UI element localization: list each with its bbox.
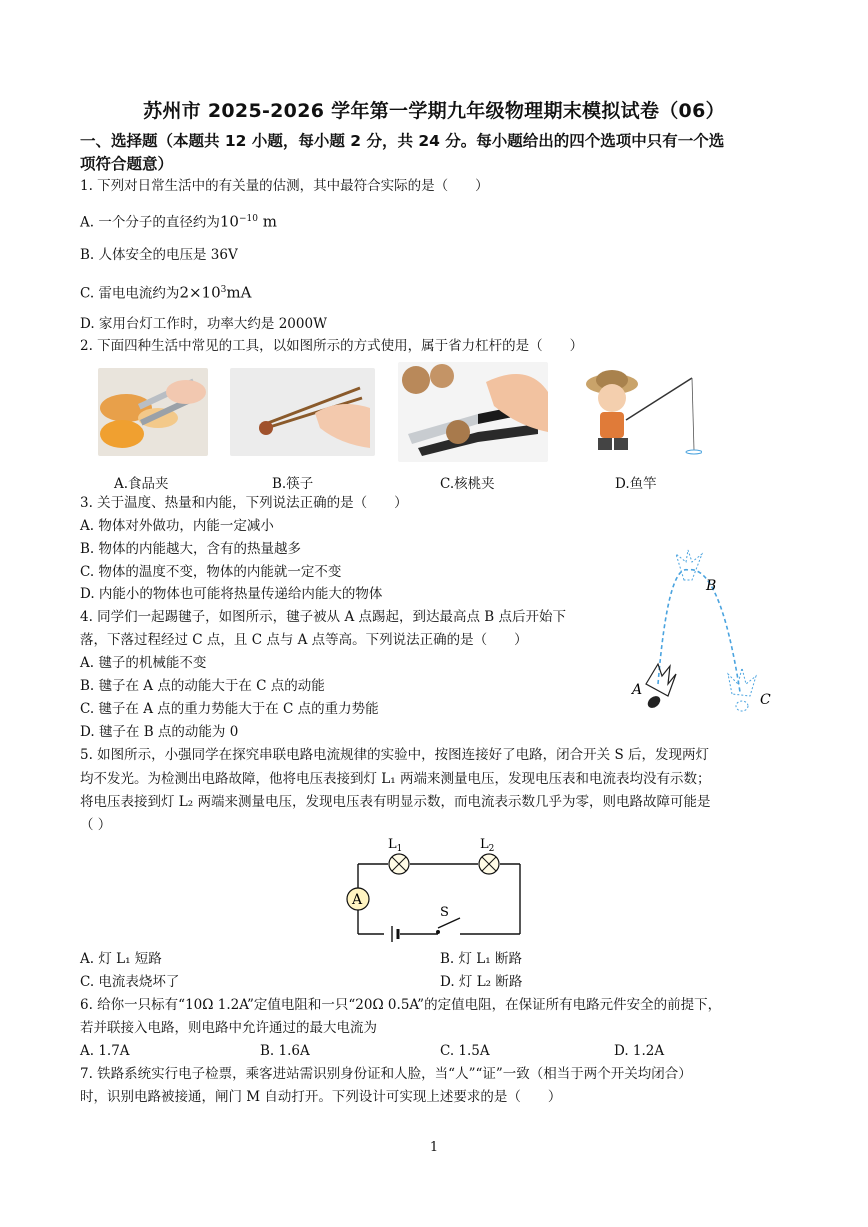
- circuit-diagram: [340, 832, 530, 944]
- q1-option-c: [80, 281, 251, 303]
- q2-caption-b: B.筷子: [272, 476, 314, 492]
- q2-caption-c: C.核桃夹: [440, 476, 495, 492]
- shuttlecock-c: [728, 668, 756, 711]
- q4-option-b: B. 毽子在 A 点的动能大于在 C 点的动能: [80, 678, 325, 694]
- q3-stem: 3. 关于温度、热量和内能，下列说法正确的是（ ）: [80, 495, 408, 511]
- q6-option-b: B. 1.6A: [260, 1043, 310, 1059]
- q2-caption-a: A.食品夹: [114, 476, 169, 492]
- q1-option-a: [80, 210, 277, 232]
- q3-option-d: D. 内能小的物体也可能将热量传递给内能大的物体: [80, 586, 383, 602]
- shuttlecock-top: [676, 550, 702, 580]
- chopsticks-image: [230, 368, 375, 456]
- q1-a-unit: m: [257, 212, 277, 231]
- section-heading-line1: 一、选择题（本题共 12 小题，每小题 2 分，共 24 分。每小题给出的四个选项中只有一个选: [80, 132, 725, 150]
- q4-stem-line1: 4. 同学们一起踢毽子，如图所示，毽子被从 A 点踢起，到达最高点 B 点后开始下: [80, 609, 567, 625]
- ammeter-label: A: [352, 892, 363, 908]
- section-heading-line2: 项符合题意）: [80, 155, 174, 173]
- q2-stem: 2. 下面四种生活中常见的工具，以如图所示的方式使用，属于省力杠杆的是（ ）: [80, 338, 584, 354]
- q5-line1: 5. 如图所示，小强同学在探究串联电路电流规律的实验中，按图连接好了电路，闭合开关 S 后，发现两灯: [80, 747, 710, 763]
- q4-option-d: D. 毽子在 B 点的动能为 0: [80, 724, 239, 740]
- label-a: A: [632, 682, 643, 698]
- label-b: B: [706, 578, 717, 594]
- q6-line1: 6. 给你一只标有“10Ω 1.2A”定值电阻和一只“20Ω 0.5A”的定值电阻，在保证所有电路元件安全的前提下，: [80, 997, 722, 1013]
- q7-line2: 时，识别电路被接通，闸门 M 自动打开。下列设计可实现上述要求的是（ ）: [80, 1089, 562, 1105]
- q7-line1: 7. 铁路系统实行电子检票，乘客进站需识别身份证和人脸，当“人”“证”一致（相当于两个开关均闭合）: [80, 1066, 692, 1082]
- q3-option-b: B. 物体的内能越大，含有的热量越多: [80, 541, 302, 557]
- q3-option-a: A. 物体对外做功，内能一定减小: [80, 518, 274, 534]
- food-tongs-image: [98, 368, 208, 456]
- q5-option-c: C. 电流表烧坏了: [80, 974, 180, 990]
- switch-label: S: [440, 905, 449, 920]
- q6-option-a: A. 1.7A: [80, 1043, 130, 1059]
- q4-option-a: A. 毽子的机械能不变: [80, 655, 207, 671]
- q6-option-c: C. 1.5A: [440, 1043, 490, 1059]
- q5-line4: （ ）: [80, 817, 112, 833]
- q4-option-c: C. 毽子在 A 点的重力势能大于在 C 点的重力势能: [80, 701, 379, 717]
- q1-option-d: D. 家用台灯工作时，功率大约是 2000W: [80, 316, 327, 332]
- l2-label: $L_2$: [480, 837, 495, 854]
- q1-c-unit: mA: [226, 283, 252, 302]
- l1-label: $L_1$: [388, 837, 403, 854]
- q5-option-d: D. 灯 L₂ 断路: [440, 974, 523, 990]
- walnut-cracker-image: [398, 362, 548, 462]
- page-number: 1: [429, 1140, 439, 1155]
- q5-line2: 均不发光。为检测出电路故障，他将电压表接到灯 L₁ 两端来测量电压，发现电压表和电流表均没有示数；: [80, 771, 711, 787]
- q3-option-c: C. 物体的温度不变，物体的内能就一定不变: [80, 564, 342, 580]
- label-c: C: [760, 692, 771, 708]
- shuttlecock-trajectory-diagram: [628, 544, 788, 726]
- lamp-l1-symbol: [389, 854, 409, 874]
- shuttlecock-a: [645, 664, 676, 710]
- ammeter-symbol: [347, 888, 369, 910]
- q1-c-exp: 3: [220, 285, 227, 295]
- q1-a-math: 10: [219, 212, 239, 231]
- q1-c-math: 2×10: [179, 283, 221, 302]
- q4-stem-line2: 落，下落过程经过 C 点，且 C 点与 A 点等高。下列说法正确的是（ ）: [80, 632, 528, 648]
- q1-option-b: B. 人体安全的电压是 36V: [80, 247, 238, 263]
- battery-symbol: [392, 926, 398, 942]
- q1-c-prefix: C. 雷电电流约为: [80, 285, 180, 302]
- q6-line2: 若并联接入电路，则电路中允许通过的最大电流为: [80, 1020, 377, 1036]
- q6-option-d: D. 1.2A: [614, 1043, 665, 1059]
- fishing-rod-image: [582, 364, 702, 460]
- page-title: 苏州市 2025-2026 学年第一学期九年级物理期末模拟试卷（06）: [143, 100, 725, 122]
- q2-caption-d: D.鱼竿: [615, 476, 657, 492]
- q5-option-b: B. 灯 L₁ 断路: [440, 951, 522, 967]
- q1-stem: 1. 下列对日常生活中的有关量的估测，其中最符合实际的是（ ）: [80, 178, 489, 194]
- q1-a-exp: −10: [238, 214, 258, 224]
- section-heading: [80, 130, 800, 176]
- lamp-l2-symbol: [479, 854, 499, 874]
- q5-line3: 将电压表接到灯 L₂ 两端来测量电压，发现电压表有明显示数，而电流表示数几乎为零，则电路故障可能是: [80, 794, 711, 810]
- q5-option-a: A. 灯 L₁ 短路: [80, 951, 162, 967]
- q1-a-prefix: A. 一个分子的直径约为: [80, 214, 220, 231]
